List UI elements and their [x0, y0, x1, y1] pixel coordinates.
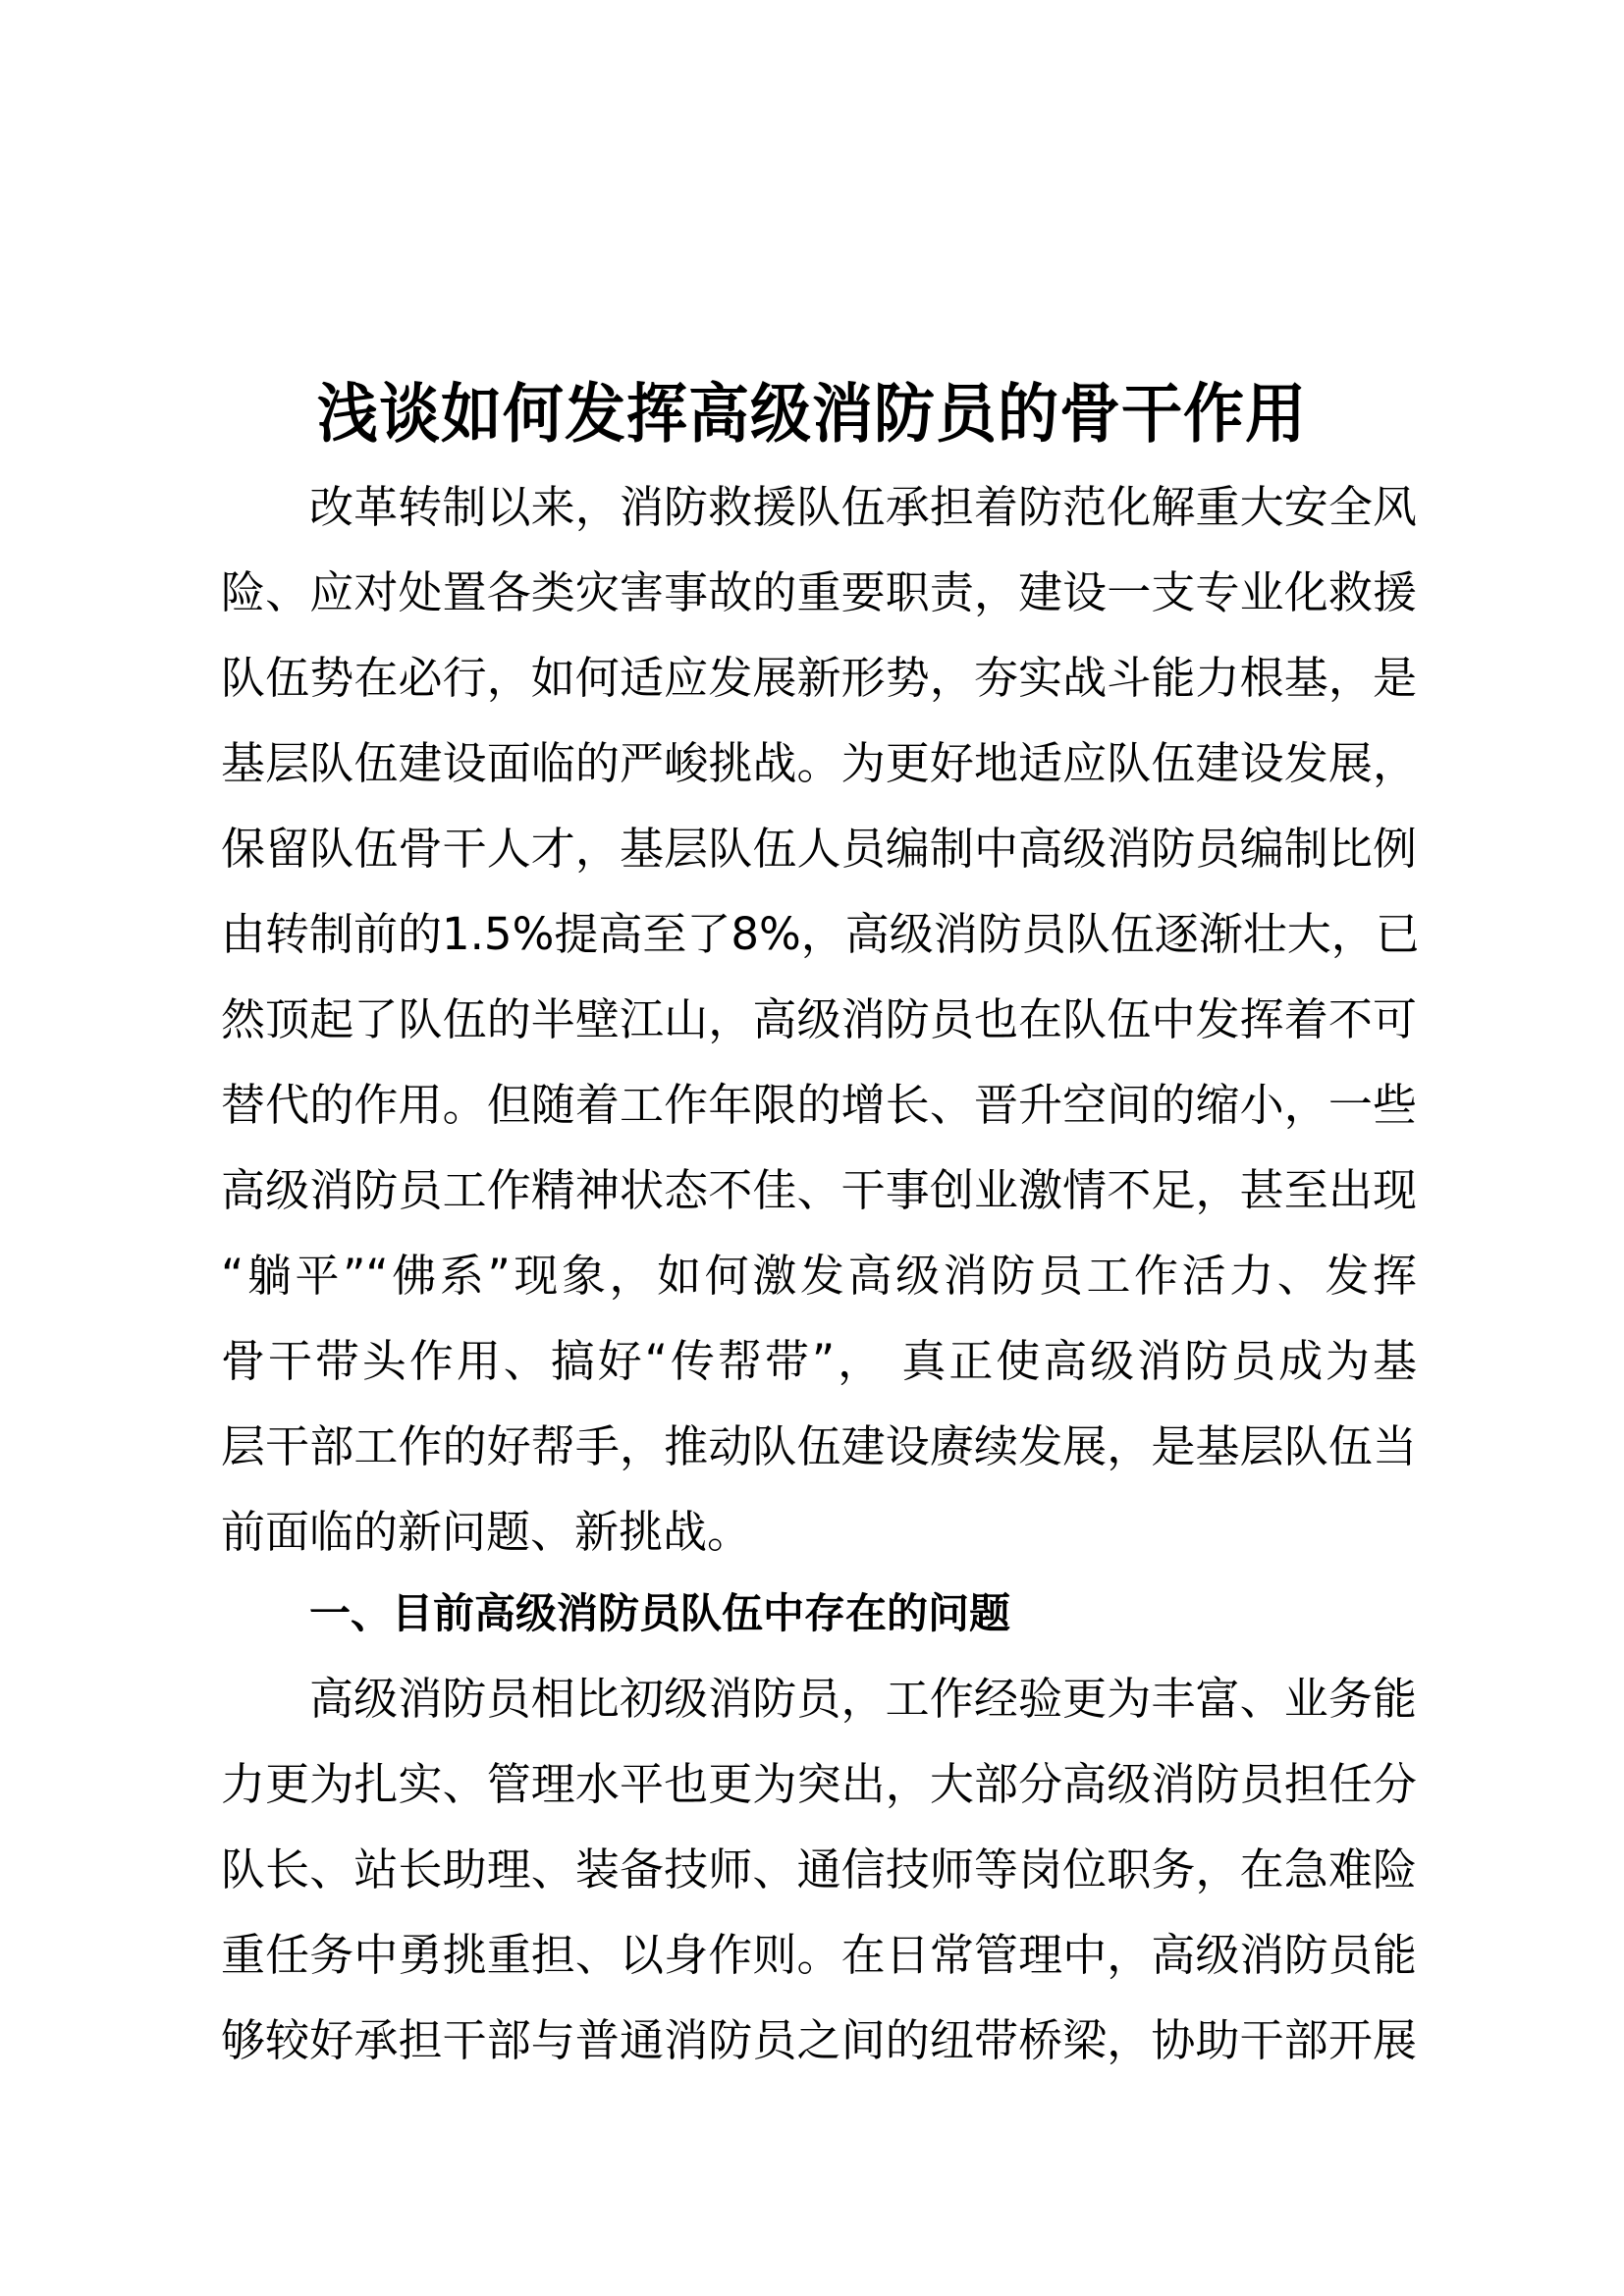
paragraph-line: 骨干带头作用、搞好“传帮带”， 真正使高级消防员成为基	[221, 1335, 1417, 1387]
paragraph-line: 队伍势在必行，如何适应发展新形势，夯实战斗能力根基，是	[221, 652, 1417, 704]
paragraph-line: 高级消防员相比初级消防员，工作经验更为丰富、业务能	[309, 1673, 1417, 1725]
paragraph-line: 由转制前的1.5%提高至了8%，高级消防员队伍逐渐壮大，已	[221, 908, 1420, 960]
paragraph-line: “躺平”“佛系”现象，如何激发高级消防员工作活力、发挥	[221, 1250, 1417, 1302]
paragraph-line: 险、应对处置各类灾害事故的重要职责，建设一支专业化救援	[221, 566, 1417, 618]
paragraph-line: 保留队伍骨干人才，基层队伍人员编制中高级消防员编制比例	[221, 823, 1417, 875]
paragraph-line: 前面临的新问题、新挑战。	[221, 1506, 752, 1558]
paragraph-line: 够较好承担干部与普通消防员之间的纽带桥梁，协助干部开展	[221, 2014, 1417, 2066]
paragraph-line: 重任务中勇挑重担、以身作则。在日常管理中，高级消防员能	[221, 1929, 1417, 1981]
paragraph-line: 高级消防员工作精神状态不佳、干事创业激情不足，甚至出现	[221, 1164, 1417, 1216]
paragraph-line: 替代的作用。但随着工作年限的增长、晋升空间的缩小，一些	[221, 1079, 1417, 1131]
paragraph-line: 层干部工作的好帮手，推动队伍建设赓续发展，是基层队伍当	[221, 1420, 1417, 1472]
paragraph-line: 队长、站长助理、装备技师、通信技师等岗位职务，在急难险	[221, 1843, 1417, 1896]
paragraph-line: 基层队伍建设面临的严峻挑战。为更好地适应队伍建设发展，	[221, 737, 1417, 789]
section-heading: 一、目前高级消防员队伍中存在的问题	[309, 1589, 1011, 1637]
paragraph-line: 改革转制以来，消防救援队伍承担着防范化解重大安全风	[309, 481, 1417, 533]
document-title: 浅谈如何发挥高级消防员的骨干作用	[316, 376, 1307, 452]
paragraph-line: 然顶起了队伍的半壁江山，高级消防员也在队伍中发挥着不可	[221, 993, 1417, 1045]
paragraph-line: 力更为扎实、管理水平也更为突出，大部分高级消防员担任分	[221, 1758, 1417, 1810]
